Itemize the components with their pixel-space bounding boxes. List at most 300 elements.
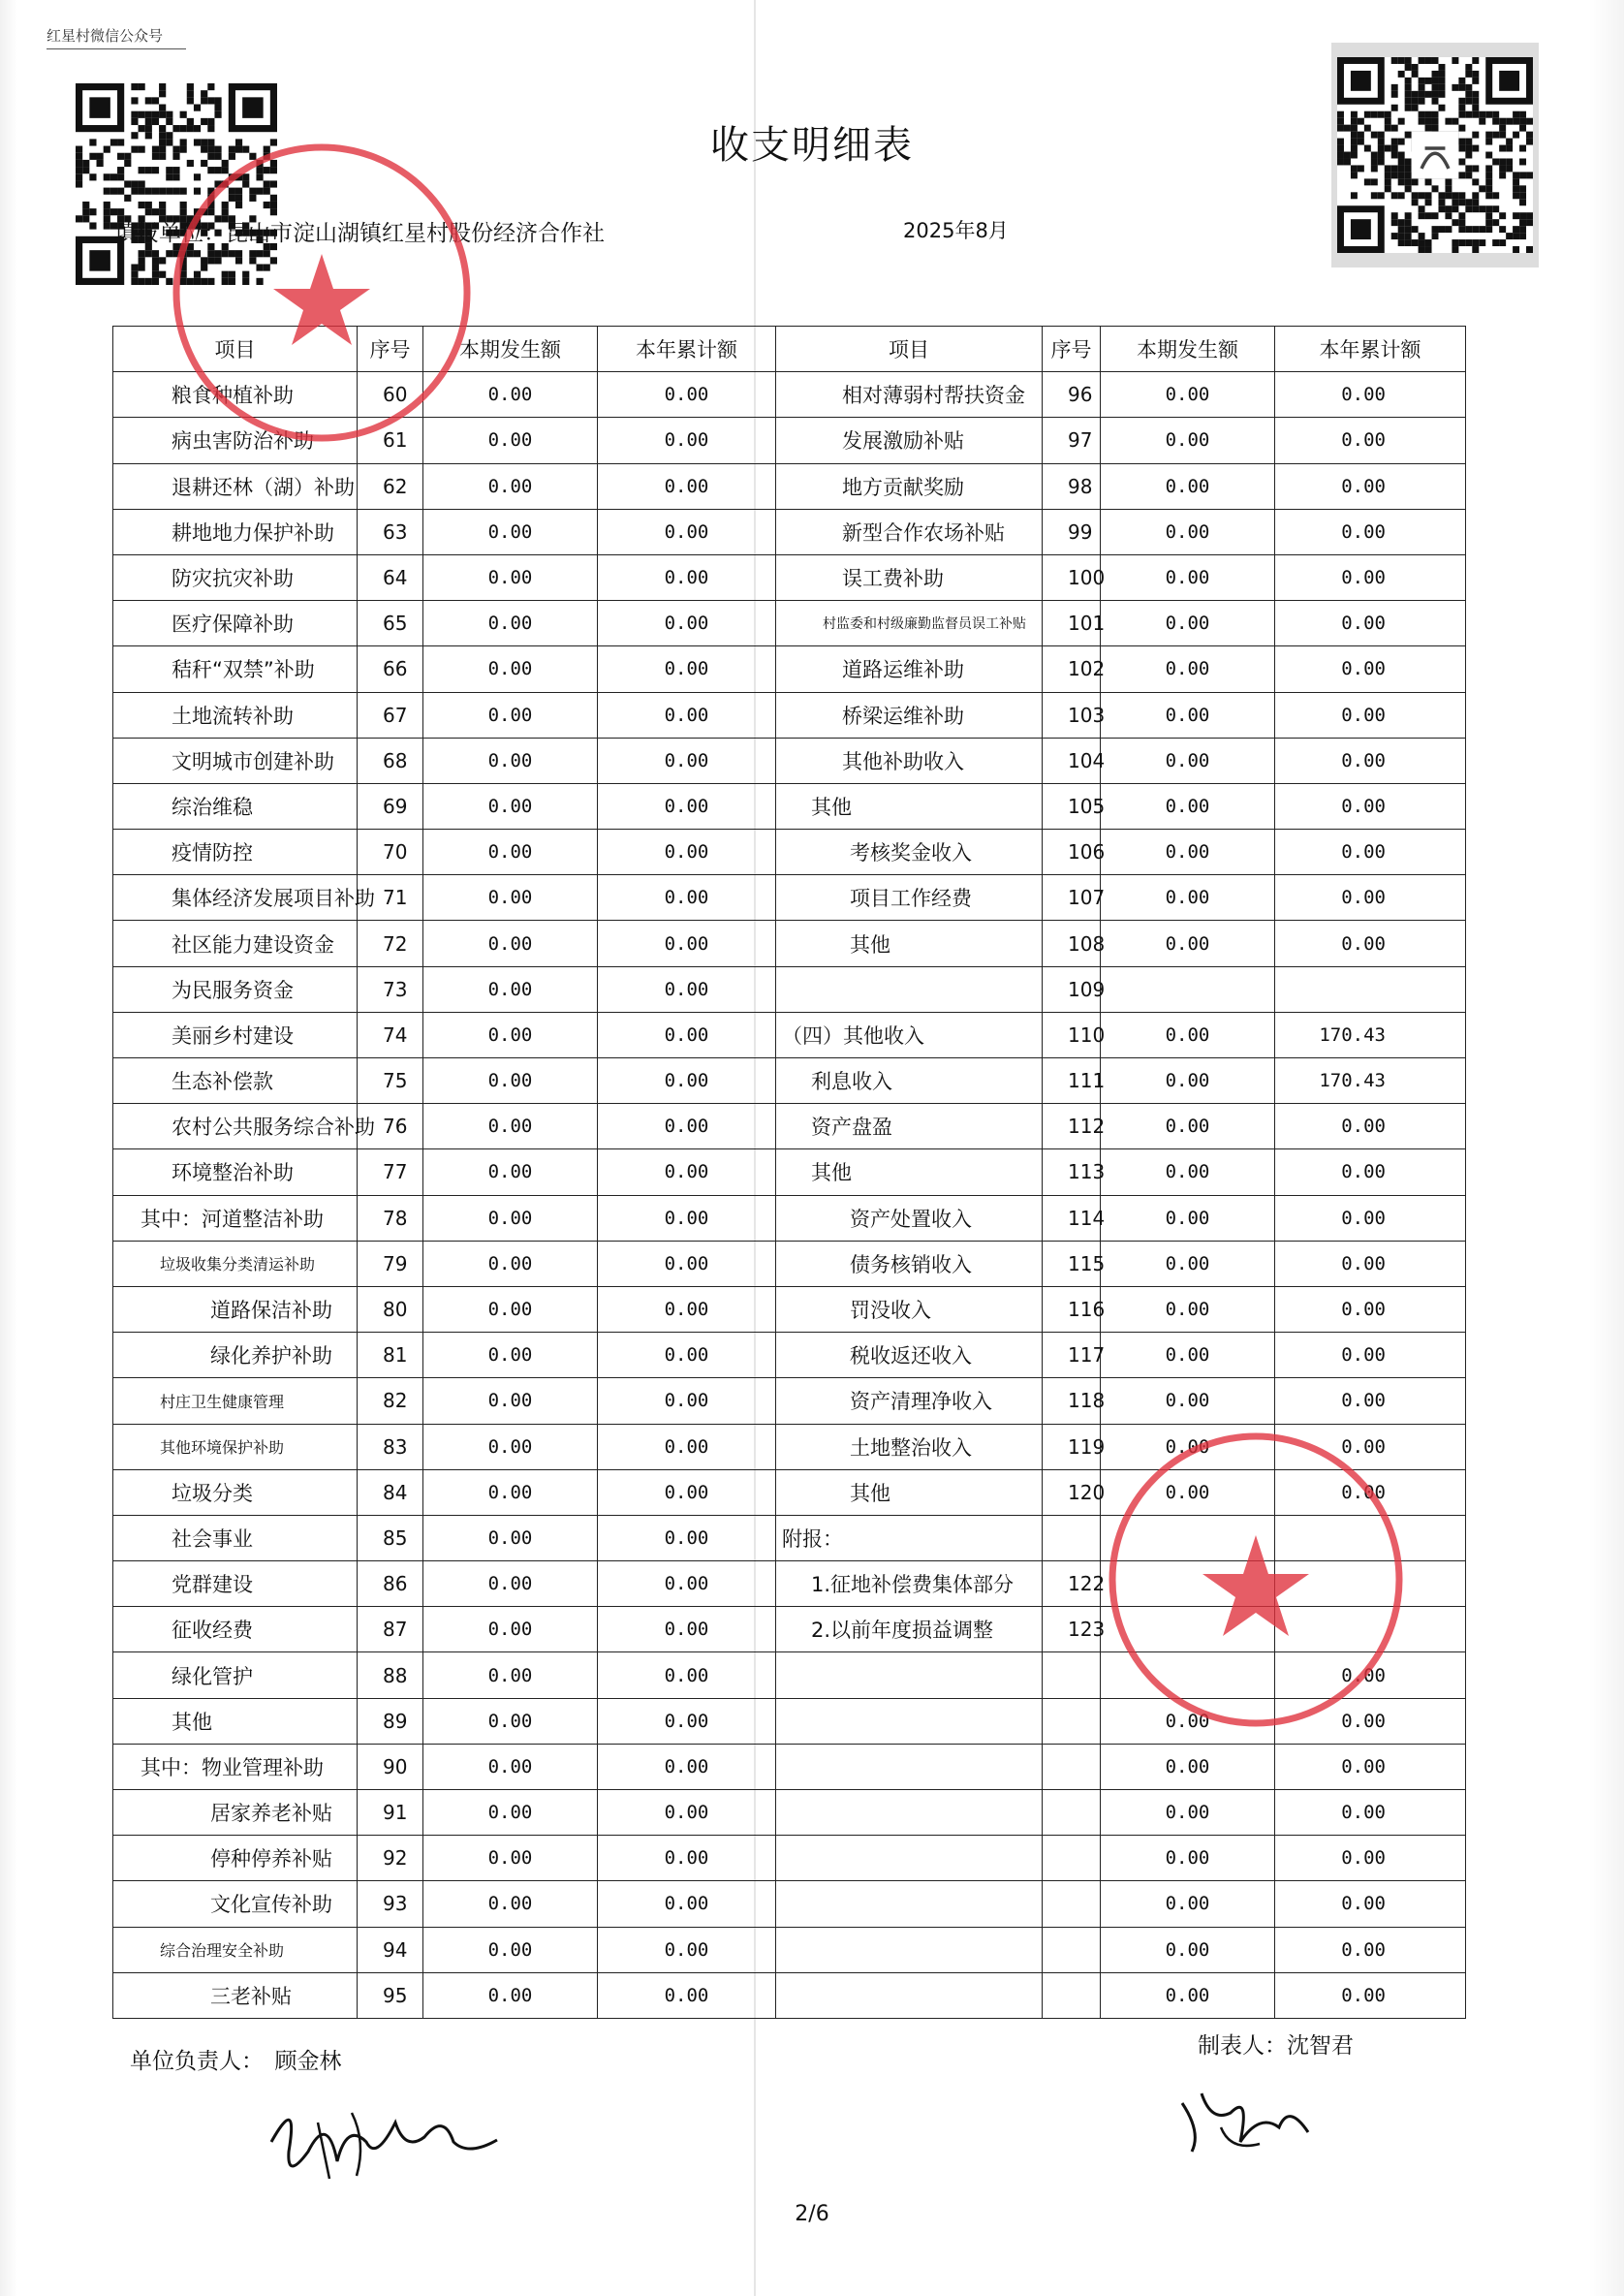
table-row xyxy=(113,463,1466,509)
table-row xyxy=(113,1652,1466,1698)
ytd-amount-cell: 0.00 xyxy=(1275,738,1466,783)
ytd-amount-cell: 0.00 xyxy=(1275,1469,1466,1515)
ytd-amount-cell: 0.00 xyxy=(598,1790,776,1836)
seq-cell: 92 xyxy=(358,1836,423,1881)
col-header-seq: 序号 xyxy=(358,327,423,372)
seq-cell xyxy=(1043,1881,1101,1927)
table-row xyxy=(113,1012,1466,1057)
item-name-cell: 其他补助收入 xyxy=(776,738,1043,783)
ytd-amount-cell: 0.00 xyxy=(1275,921,1466,966)
current-amount-cell: 0.00 xyxy=(423,1698,598,1744)
current-amount-cell: 0.00 xyxy=(1101,1836,1275,1881)
item-name-cell: 地方贡献奖励 xyxy=(776,463,1043,509)
item-name-cell xyxy=(776,1790,1043,1836)
ytd-amount-cell: 0.00 xyxy=(1275,554,1466,600)
ytd-amount-cell: 0.00 xyxy=(598,1241,776,1286)
current-amount-cell: 0.00 xyxy=(1101,1104,1275,1149)
table-row xyxy=(113,1790,1466,1836)
ytd-amount-cell: 0.00 xyxy=(598,1972,776,2018)
seq-cell: 118 xyxy=(1043,1378,1101,1424)
seq-cell: 105 xyxy=(1043,783,1101,829)
ytd-amount-cell: 0.00 xyxy=(598,601,776,646)
seq-cell xyxy=(1043,1698,1101,1744)
ytd-amount-cell: 0.00 xyxy=(598,1698,776,1744)
unit-head-label: 单位负责人： 顾金林 xyxy=(130,2049,342,2074)
current-amount-cell: 0.00 xyxy=(423,601,598,646)
table-row xyxy=(113,738,1466,783)
seq-cell: 73 xyxy=(358,966,423,1012)
item-name-cell: 停种停养补贴 xyxy=(113,1836,358,1881)
item-name-cell: 罚没收入 xyxy=(776,1286,1043,1332)
ytd-amount-cell: 0.00 xyxy=(1275,692,1466,738)
ytd-amount-cell: 0.00 xyxy=(1275,1698,1466,1744)
current-amount-cell: 0.00 xyxy=(423,1424,598,1469)
seq-cell: 72 xyxy=(358,921,423,966)
table-row xyxy=(113,1241,1466,1286)
seq-cell: 67 xyxy=(358,692,423,738)
table-row xyxy=(113,1286,1466,1332)
current-amount-cell: 0.00 xyxy=(1101,738,1275,783)
item-name-cell: 1.征地补偿费集体部分 xyxy=(776,1561,1043,1607)
current-amount-cell: 0.00 xyxy=(1101,783,1275,829)
ytd-amount-cell: 0.00 xyxy=(598,1058,776,1104)
ytd-amount-cell: 0.00 xyxy=(598,1195,776,1241)
ytd-amount-cell: 0.00 xyxy=(598,1744,776,1789)
item-name-cell: 资产处置收入 xyxy=(776,1195,1043,1241)
current-amount-cell: 0.00 xyxy=(423,1333,598,1378)
seq-cell: 61 xyxy=(358,418,423,463)
table-row xyxy=(113,1607,1466,1652)
current-amount-cell: 0.00 xyxy=(1101,463,1275,509)
item-name-cell: 文化宣传补助 xyxy=(113,1881,358,1927)
ytd-amount-cell: 0.00 xyxy=(1275,1881,1466,1927)
ytd-amount-cell: 0.00 xyxy=(1275,509,1466,554)
item-name-cell: 道路运维补助 xyxy=(776,646,1043,692)
ytd-amount-cell: 0.00 xyxy=(1275,418,1466,463)
ytd-amount-cell: 0.00 xyxy=(1275,601,1466,646)
seq-cell xyxy=(1043,1652,1101,1698)
item-name-cell: 其他 xyxy=(776,1469,1043,1515)
seq-cell: 85 xyxy=(358,1515,423,1560)
col-header-current: 本期发生额 xyxy=(423,327,598,372)
item-name-cell: 绿化管护 xyxy=(113,1652,358,1698)
current-amount-cell: 0.00 xyxy=(423,554,598,600)
item-name-cell: 资产清理净收入 xyxy=(776,1378,1043,1424)
ytd-amount-cell: 170.43 xyxy=(1275,1012,1466,1057)
ytd-amount-cell: 0.00 xyxy=(598,830,776,875)
seq-cell: 116 xyxy=(1043,1286,1101,1332)
current-amount-cell: 0.00 xyxy=(423,1378,598,1424)
ytd-amount-cell: 0.00 xyxy=(1275,463,1466,509)
item-name-cell: 发展激励补贴 xyxy=(776,418,1043,463)
seq-cell: 69 xyxy=(358,783,423,829)
table-row xyxy=(113,1195,1466,1241)
item-name-cell: 附报： xyxy=(776,1515,1043,1560)
table-row xyxy=(113,1744,1466,1789)
ytd-amount-cell: 0.00 xyxy=(598,1469,776,1515)
table-header-row xyxy=(113,327,1466,372)
ytd-amount-cell: 0.00 xyxy=(598,783,776,829)
current-amount-cell: 0.00 xyxy=(423,875,598,921)
item-name-cell: 防灾抗灾补助 xyxy=(113,554,358,600)
ytd-amount-cell: 0.00 xyxy=(598,692,776,738)
seq-cell: 68 xyxy=(358,738,423,783)
item-name-cell: 粮食种植补助 xyxy=(113,372,358,418)
item-name-cell: 三老补贴 xyxy=(113,1972,358,2018)
current-amount-cell: 0.00 xyxy=(1101,1881,1275,1927)
table-row xyxy=(113,1333,1466,1378)
item-name-cell: 资产盘盈 xyxy=(776,1104,1043,1149)
ytd-amount-cell: 0.00 xyxy=(1275,1652,1466,1698)
ytd-amount-cell: 0.00 xyxy=(598,646,776,692)
seq-cell: 70 xyxy=(358,830,423,875)
current-amount-cell: 0.00 xyxy=(1101,1195,1275,1241)
ytd-amount-cell: 0.00 xyxy=(598,1561,776,1607)
current-amount-cell: 0.00 xyxy=(1101,1972,1275,2018)
ytd-amount-cell: 0.00 xyxy=(598,1149,776,1195)
item-name-cell: 集体经济发展项目补助 xyxy=(113,875,358,921)
ytd-amount-cell xyxy=(1275,966,1466,1012)
item-name-cell: 其他 xyxy=(776,783,1043,829)
seq-cell xyxy=(1043,1972,1101,2018)
ytd-amount-cell: 0.00 xyxy=(1275,1286,1466,1332)
col-header-item: 项目 xyxy=(113,327,358,372)
ytd-amount-cell: 0.00 xyxy=(598,372,776,418)
item-name-cell: 社会事业 xyxy=(113,1515,358,1560)
seq-cell: 120 xyxy=(1043,1469,1101,1515)
signature-preparer xyxy=(1172,2074,1327,2161)
current-amount-cell: 0.00 xyxy=(1101,830,1275,875)
ytd-amount-cell: 0.00 xyxy=(1275,783,1466,829)
item-name-cell: 土地整治收入 xyxy=(776,1424,1043,1469)
table-row xyxy=(113,783,1466,829)
ytd-amount-cell: 0.00 xyxy=(598,875,776,921)
seq-cell: 60 xyxy=(358,372,423,418)
item-name-cell: 医疗保障补助 xyxy=(113,601,358,646)
seq-cell: 103 xyxy=(1043,692,1101,738)
col-header-current: 本期发生额 xyxy=(1101,327,1275,372)
item-name-cell: 其他 xyxy=(776,1149,1043,1195)
current-amount-cell: 0.00 xyxy=(1101,1744,1275,1789)
item-name-cell xyxy=(776,1881,1043,1927)
table-row xyxy=(113,830,1466,875)
seq-cell: 63 xyxy=(358,509,423,554)
reporting-unit: 填报单位：昆山市淀山湖镇红星村股份经济合作社 xyxy=(114,221,605,246)
ytd-amount-cell: 0.00 xyxy=(1275,1149,1466,1195)
current-amount-cell: 0.00 xyxy=(1101,554,1275,600)
seq-cell: 107 xyxy=(1043,875,1101,921)
table-row xyxy=(113,1927,1466,1972)
table-row xyxy=(113,372,1466,418)
item-name-cell: 退耕还林（湖）补助 xyxy=(113,463,358,509)
ytd-amount-cell: 0.00 xyxy=(1275,1972,1466,2018)
table-row xyxy=(113,966,1466,1012)
table-row xyxy=(113,1836,1466,1881)
current-amount-cell: 0.00 xyxy=(423,463,598,509)
table-row xyxy=(113,1378,1466,1424)
table-row xyxy=(113,1104,1466,1149)
item-name-cell: 垃圾收集分类清运补助 xyxy=(113,1241,358,1286)
current-amount-cell: 0.00 xyxy=(423,1881,598,1927)
table-row xyxy=(113,692,1466,738)
seq-cell xyxy=(1043,1744,1101,1789)
table-row xyxy=(113,921,1466,966)
current-amount-cell: 0.00 xyxy=(1101,1790,1275,1836)
current-amount-cell: 0.00 xyxy=(423,1561,598,1607)
ytd-amount-cell: 0.00 xyxy=(1275,1378,1466,1424)
seq-cell: 123 xyxy=(1043,1607,1101,1652)
seq-cell: 88 xyxy=(358,1652,423,1698)
current-amount-cell: 0.00 xyxy=(423,1241,598,1286)
item-name-cell: 疫情防控 xyxy=(113,830,358,875)
item-name-cell: 环境整治补助 xyxy=(113,1149,358,1195)
ytd-amount-cell: 0.00 xyxy=(1275,646,1466,692)
col-header-item: 项目 xyxy=(776,327,1043,372)
ytd-amount-cell: 0.00 xyxy=(598,1607,776,1652)
current-amount-cell: 0.00 xyxy=(1101,692,1275,738)
seq-cell: 113 xyxy=(1043,1149,1101,1195)
ytd-amount-cell: 0.00 xyxy=(598,1836,776,1881)
seq-cell xyxy=(1043,1836,1101,1881)
table-row xyxy=(113,554,1466,600)
ytd-amount-cell: 0.00 xyxy=(1275,1424,1466,1469)
seq-cell: 97 xyxy=(1043,418,1101,463)
current-amount-cell: 0.00 xyxy=(423,418,598,463)
current-amount-cell: 0.00 xyxy=(423,509,598,554)
seq-cell: 91 xyxy=(358,1790,423,1836)
item-name-cell: 误工费补助 xyxy=(776,554,1043,600)
seq-cell: 84 xyxy=(358,1469,423,1515)
ytd-amount-cell: 0.00 xyxy=(1275,1927,1466,1972)
seq-cell: 93 xyxy=(358,1881,423,1927)
item-name-cell: 债务核销收入 xyxy=(776,1241,1043,1286)
seq-cell xyxy=(1043,1927,1101,1972)
seq-cell: 77 xyxy=(358,1149,423,1195)
ytd-amount-cell: 0.00 xyxy=(598,1881,776,1927)
ytd-amount-cell: 0.00 xyxy=(1275,830,1466,875)
seq-cell: 114 xyxy=(1043,1195,1101,1241)
ytd-amount-cell: 0.00 xyxy=(1275,1836,1466,1881)
current-amount-cell: 0.00 xyxy=(423,966,598,1012)
current-amount-cell: 0.00 xyxy=(423,1836,598,1881)
current-amount-cell: 0.00 xyxy=(1101,875,1275,921)
ytd-amount-cell: 0.00 xyxy=(598,463,776,509)
ytd-amount-cell: 0.00 xyxy=(1275,1790,1466,1836)
item-name-cell xyxy=(776,1698,1043,1744)
current-amount-cell xyxy=(1101,1652,1275,1698)
ytd-amount-cell xyxy=(1275,1607,1466,1652)
seq-cell: 122 xyxy=(1043,1561,1101,1607)
item-name-cell: 其他环境保护补助 xyxy=(113,1424,358,1469)
current-amount-cell xyxy=(1101,1561,1275,1607)
item-name-cell xyxy=(776,1744,1043,1789)
current-amount-cell: 0.00 xyxy=(423,646,598,692)
col-header-seq: 序号 xyxy=(1043,327,1101,372)
current-amount-cell: 0.00 xyxy=(1101,1698,1275,1744)
ytd-amount-cell: 0.00 xyxy=(598,1286,776,1332)
current-amount-cell: 0.00 xyxy=(423,1927,598,1972)
current-amount-cell: 0.00 xyxy=(423,1286,598,1332)
ytd-amount-cell: 0.00 xyxy=(598,966,776,1012)
item-name-cell: 党群建设 xyxy=(113,1561,358,1607)
current-amount-cell: 0.00 xyxy=(1101,1469,1275,1515)
item-name-cell: 其中：物业管理补助 xyxy=(113,1744,358,1789)
item-name-cell: 居家养老补贴 xyxy=(113,1790,358,1836)
item-name-cell: 为民服务资金 xyxy=(113,966,358,1012)
seq-cell: 94 xyxy=(358,1927,423,1972)
item-name-cell: 绿化养护补助 xyxy=(113,1333,358,1378)
seq-cell: 62 xyxy=(358,463,423,509)
seq-cell: 86 xyxy=(358,1561,423,1607)
table-row xyxy=(113,1058,1466,1104)
item-name-cell: 相对薄弱村帮扶资金 xyxy=(776,372,1043,418)
seq-cell: 101 xyxy=(1043,601,1101,646)
ytd-amount-cell: 0.00 xyxy=(1275,1744,1466,1789)
table-row xyxy=(113,1469,1466,1515)
seq-cell xyxy=(1043,1790,1101,1836)
seq-cell: 108 xyxy=(1043,921,1101,966)
seq-cell: 100 xyxy=(1043,554,1101,600)
item-name-cell xyxy=(776,1972,1043,2018)
ytd-amount-cell: 0.00 xyxy=(1275,1195,1466,1241)
item-name-cell: 文明城市创建补助 xyxy=(113,738,358,783)
item-name-cell: 利息收入 xyxy=(776,1058,1043,1104)
current-amount-cell: 0.00 xyxy=(1101,509,1275,554)
seq-cell: 64 xyxy=(358,554,423,600)
wechat-account-label: 红星村微信公众号 xyxy=(47,25,186,49)
table-row xyxy=(113,509,1466,554)
item-name-cell: 其中：河道整洁补助 xyxy=(113,1195,358,1241)
current-amount-cell xyxy=(1101,1515,1275,1560)
table-row xyxy=(113,418,1466,463)
ytd-amount-cell: 0.00 xyxy=(1275,1104,1466,1149)
item-name-cell xyxy=(776,1836,1043,1881)
seq-cell: 90 xyxy=(358,1744,423,1789)
current-amount-cell: 0.00 xyxy=(1101,372,1275,418)
ytd-amount-cell xyxy=(1275,1515,1466,1560)
current-amount-cell: 0.00 xyxy=(1101,1241,1275,1286)
col-header-ytd: 本年累计额 xyxy=(1275,327,1466,372)
table-row xyxy=(113,1424,1466,1469)
ytd-amount-cell: 0.00 xyxy=(598,1378,776,1424)
item-name-cell: 项目工作经费 xyxy=(776,875,1043,921)
seq-cell: 99 xyxy=(1043,509,1101,554)
seq-cell: 95 xyxy=(358,1972,423,2018)
seq-cell: 106 xyxy=(1043,830,1101,875)
item-name-cell: 新型合作农场补贴 xyxy=(776,509,1043,554)
item-name-cell: 考核奖金收入 xyxy=(776,830,1043,875)
table-row xyxy=(113,1149,1466,1195)
item-name-cell: 村庄卫生健康管理 xyxy=(113,1378,358,1424)
ytd-amount-cell: 0.00 xyxy=(1275,372,1466,418)
seq-cell: 71 xyxy=(358,875,423,921)
current-amount-cell: 0.00 xyxy=(423,1149,598,1195)
table-row xyxy=(113,1561,1466,1607)
item-name-cell: 道路保洁补助 xyxy=(113,1286,358,1332)
item-name-cell: 村监委和村级廉勤监督员误工补贴 xyxy=(776,601,1043,646)
item-name-cell xyxy=(776,1927,1043,1972)
seq-cell: 111 xyxy=(1043,1058,1101,1104)
item-name-cell: 桥梁运维补助 xyxy=(776,692,1043,738)
seq-cell: 65 xyxy=(358,601,423,646)
ytd-amount-cell: 0.00 xyxy=(598,1652,776,1698)
current-amount-cell: 0.00 xyxy=(423,1607,598,1652)
income-detail-table xyxy=(112,326,1466,2019)
seq-cell: 74 xyxy=(358,1012,423,1057)
item-name-cell: 秸秆“双禁”补助 xyxy=(113,646,358,692)
seq-cell xyxy=(1043,1515,1101,1560)
table-row xyxy=(113,601,1466,646)
ytd-amount-cell xyxy=(1275,1561,1466,1607)
current-amount-cell: 0.00 xyxy=(1101,1149,1275,1195)
item-name-cell: 其他 xyxy=(113,1698,358,1744)
seq-cell: 115 xyxy=(1043,1241,1101,1286)
seq-cell: 112 xyxy=(1043,1104,1101,1149)
item-name-cell: 生态补偿款 xyxy=(113,1058,358,1104)
item-name-cell: 征收经费 xyxy=(113,1607,358,1652)
current-amount-cell: 0.00 xyxy=(423,1104,598,1149)
table-row xyxy=(113,1698,1466,1744)
seq-cell: 96 xyxy=(1043,372,1101,418)
current-amount-cell: 0.00 xyxy=(1101,1378,1275,1424)
ytd-amount-cell: 0.00 xyxy=(598,554,776,600)
item-name-cell xyxy=(776,966,1043,1012)
seq-cell: 102 xyxy=(1043,646,1101,692)
current-amount-cell: 0.00 xyxy=(423,1469,598,1515)
ytd-amount-cell: 0.00 xyxy=(598,738,776,783)
current-amount-cell: 0.00 xyxy=(423,1744,598,1789)
seq-cell: 76 xyxy=(358,1104,423,1149)
seq-cell: 66 xyxy=(358,646,423,692)
current-amount-cell: 0.00 xyxy=(1101,1286,1275,1332)
preparer-label: 制表人：沈智君 xyxy=(1198,2033,1354,2059)
ytd-amount-cell: 0.00 xyxy=(598,1515,776,1560)
ytd-amount-cell: 0.00 xyxy=(598,1424,776,1469)
seq-cell: 117 xyxy=(1043,1333,1101,1378)
current-amount-cell: 0.00 xyxy=(423,692,598,738)
seq-cell: 75 xyxy=(358,1058,423,1104)
ytd-amount-cell: 170.43 xyxy=(1275,1058,1466,1104)
item-name-cell: 病虫害防治补助 xyxy=(113,418,358,463)
item-name-cell: 其他 xyxy=(776,921,1043,966)
item-name-cell: 税收返还收入 xyxy=(776,1333,1043,1378)
table-row xyxy=(113,646,1466,692)
item-name-cell: 综治维稳 xyxy=(113,783,358,829)
seq-cell: 82 xyxy=(358,1378,423,1424)
table-row xyxy=(113,1515,1466,1560)
ytd-amount-cell: 0.00 xyxy=(1275,875,1466,921)
item-name-cell: 综合治理安全补助 xyxy=(113,1927,358,1972)
report-period: 2025年8月 xyxy=(903,219,1009,242)
seq-cell: 83 xyxy=(358,1424,423,1469)
seq-cell: 81 xyxy=(358,1333,423,1378)
current-amount-cell: 0.00 xyxy=(423,783,598,829)
seq-cell: 119 xyxy=(1043,1424,1101,1469)
item-name-cell: 农村公共服务综合补助 xyxy=(113,1104,358,1149)
table-row xyxy=(113,875,1466,921)
item-name-cell: 美丽乡村建设 xyxy=(113,1012,358,1057)
current-amount-cell: 0.00 xyxy=(1101,1012,1275,1057)
ytd-amount-cell: 0.00 xyxy=(1275,1333,1466,1378)
seq-cell: 104 xyxy=(1043,738,1101,783)
current-amount-cell: 0.00 xyxy=(423,1515,598,1560)
seq-cell: 78 xyxy=(358,1195,423,1241)
item-name-cell: （四）其他收入 xyxy=(776,1012,1043,1057)
seq-cell: 110 xyxy=(1043,1012,1101,1057)
ytd-amount-cell: 0.00 xyxy=(1275,1241,1466,1286)
item-name-cell: 土地流转补助 xyxy=(113,692,358,738)
current-amount-cell: 0.00 xyxy=(1101,646,1275,692)
